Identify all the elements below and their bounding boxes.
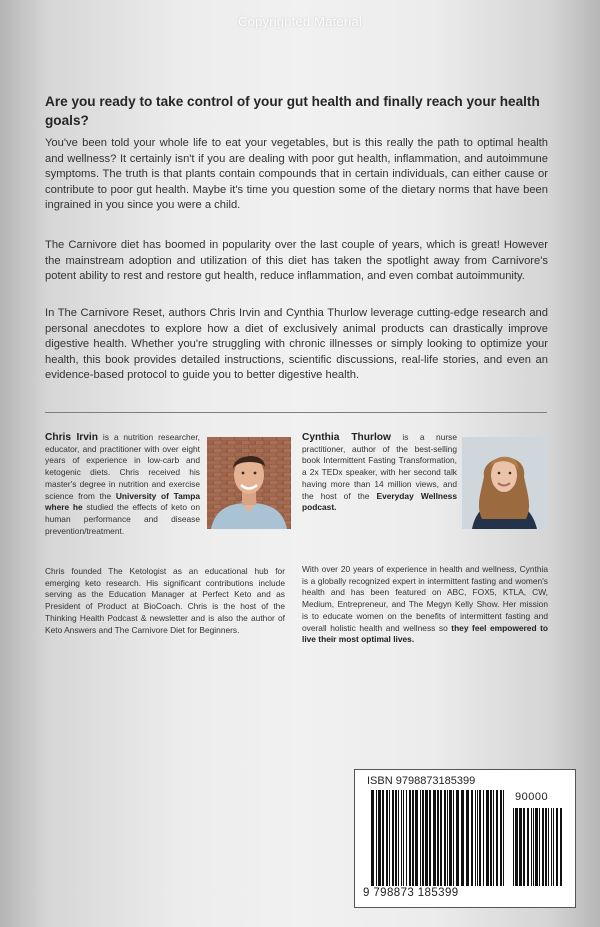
barcode-bar <box>545 808 547 886</box>
barcode-bar <box>386 790 388 886</box>
barcode-bar <box>503 790 504 886</box>
barcode-bar <box>440 790 442 886</box>
barcode-bar <box>447 790 448 886</box>
barcode-bar <box>409 790 411 886</box>
watermark: Copyrighted Material <box>238 14 362 29</box>
barcode-box <box>354 769 576 908</box>
barcode-bar <box>403 790 404 886</box>
barcode-bar <box>542 808 544 886</box>
chris-bio <box>45 432 200 537</box>
barcode-bar <box>420 790 421 886</box>
chris-bio-text: is a nutrition researcher, educator, and practitioner with over eight years of experience in low-carb and ketogenic diets. Chris received his master's degree in nutrition and exercise science from the <box>45 432 200 501</box>
chris-name: Chris Irvin <box>45 432 98 443</box>
chris-bio-extended: Chris founded The Ketologist as an educational hub for emerging keto research. His significant contributions include serving as the Education Manager at Perfect Keto and as President of Product at BioCoach. Chris is the host of the Thinking Health Podcast & newsletter and is also the author of Keto Answers and The Carnivore Diet for Beginners. <box>45 566 285 635</box>
barcode-bar <box>515 808 518 886</box>
cynthia-bio-text: is a nurse practitioner, author of the best-selling book Intermittent Fasting Transformation, a 2x TEDx speaker, with her second talk having more than 14 million views, and the host of the <box>302 432 457 501</box>
barcode-bar <box>371 790 374 886</box>
barcode-bar <box>533 808 534 886</box>
barcode-bar <box>551 808 552 886</box>
barcode-bar <box>535 808 538 886</box>
barcode-bar <box>425 790 428 886</box>
barcode-bar <box>456 790 459 886</box>
paragraph-1: You've been told your whole life to eat your vegetables, but is this really the path to optimal health and wellness? It certainly isn't if you are dealing with poor gut health, inflammation, and autoimmune symptoms. The truth is that plants contain compounds that in certain individuals, can either cause or contribute to poor gut health. Maybe it's time you question some of the dietary norms that have been ingrained in you since you were a child. <box>45 137 548 212</box>
barcode-bar <box>496 790 498 886</box>
barcode-bar <box>392 790 394 886</box>
barcode-bar <box>415 790 418 886</box>
cynthia-podcast: Everyday Wellness podcast. <box>302 490 457 513</box>
isbn-label: ISBN 9798873185399 <box>367 775 476 787</box>
barcode-bar <box>527 808 529 886</box>
barcode-bar <box>466 790 469 886</box>
barcode-bar <box>475 790 476 886</box>
cynthia-bio2-text: With over 20 years of experience in health and wellness, Cynthia is a globally recognized expert in intermittent fasting and women's health and has been featured on ABC, FOX5, KTLA, CW, Medium, Entrepreneur, and The Megyn Kelly Show. Her mission is to educate women on the benefits of intermittent fasting and overall holistic health and wellness so <box>302 564 548 633</box>
barcode-bar <box>429 790 431 886</box>
barcode-bar <box>483 790 484 886</box>
barcode-bar <box>461 790 464 886</box>
chris-school: University of Tampa where he <box>45 490 200 513</box>
barcode-bar <box>444 790 446 886</box>
cynthia-bio <box>302 432 457 514</box>
barcode-bar <box>412 790 414 886</box>
barcode-bar <box>395 790 397 886</box>
cynthia-name: Cynthia Thurlow <box>302 432 391 443</box>
chris-photo <box>207 437 291 529</box>
chris-bio-text-2: studied the effects of keto on human performance and disease prevention/treatment. <box>45 502 200 536</box>
barcode-bar <box>422 790 424 886</box>
barcode-bar <box>490 790 492 886</box>
barcode-bar <box>553 808 554 886</box>
barcode-bar <box>500 790 502 886</box>
barcode-bar <box>453 790 454 886</box>
isbn-digits: 9 798873 185399 <box>363 887 459 899</box>
barcode-bar <box>493 790 494 886</box>
barcode-bar <box>449 790 452 886</box>
cynthia-bio2-emphasis: they feel empowered to live their most optimal lives. <box>302 622 548 645</box>
barcode-bar <box>398 790 399 886</box>
price-code: 90000 <box>515 791 549 803</box>
paragraph-2: The Carnivore diet has boomed in popularity over the last couple of years, which is great! However the mainstream adoption and utilization of this diet has taken the spotlight away from Carnivore's potent ability to rest and restore gut health, reduce inflammation, and even combat autoimmunity. <box>45 239 548 283</box>
barcode-bar <box>471 790 473 886</box>
barcode-bar <box>523 808 525 886</box>
headline: Are you ready to take control of your gut health and finally reach your health goals? <box>45 94 540 128</box>
barcode-bar <box>479 790 481 886</box>
barcode-bar <box>519 808 522 886</box>
divider <box>45 412 547 413</box>
cynthia-bio-extended <box>302 564 548 646</box>
barcode-main <box>371 790 507 890</box>
barcode-bar <box>382 790 384 886</box>
barcode-bar <box>531 808 532 886</box>
barcode-bar <box>477 790 478 886</box>
barcode-bar <box>513 808 514 886</box>
barcode-bar <box>389 790 390 886</box>
barcode-bar <box>486 790 489 886</box>
barcode-addon <box>513 808 565 890</box>
barcode-bar <box>437 790 439 886</box>
barcode-bar <box>401 790 402 886</box>
paragraph-3: In The Carnivore Reset, authors Chris Irvin and Cynthia Thurlow leverage cutting-edge research and personal anecdotes to explore how a diet of exclusively animal products can drastically improve digestive health. Whether you're struggling with chronic illnesses or simply looking to optimize your health, this book provides detailed instructions, scientific discussions, real-life stories, and even an evidence-based protocol to guide you to better digestive health. <box>45 307 548 382</box>
barcode-bar <box>539 808 540 886</box>
barcode-bar <box>376 790 377 886</box>
barcode-bar <box>378 790 381 886</box>
barcode-bar <box>548 808 549 886</box>
cynthia-photo <box>462 437 547 529</box>
barcode-bar <box>560 808 562 886</box>
barcode-bar <box>433 790 436 886</box>
barcode-bar <box>556 808 558 886</box>
barcode-bar <box>406 790 407 886</box>
